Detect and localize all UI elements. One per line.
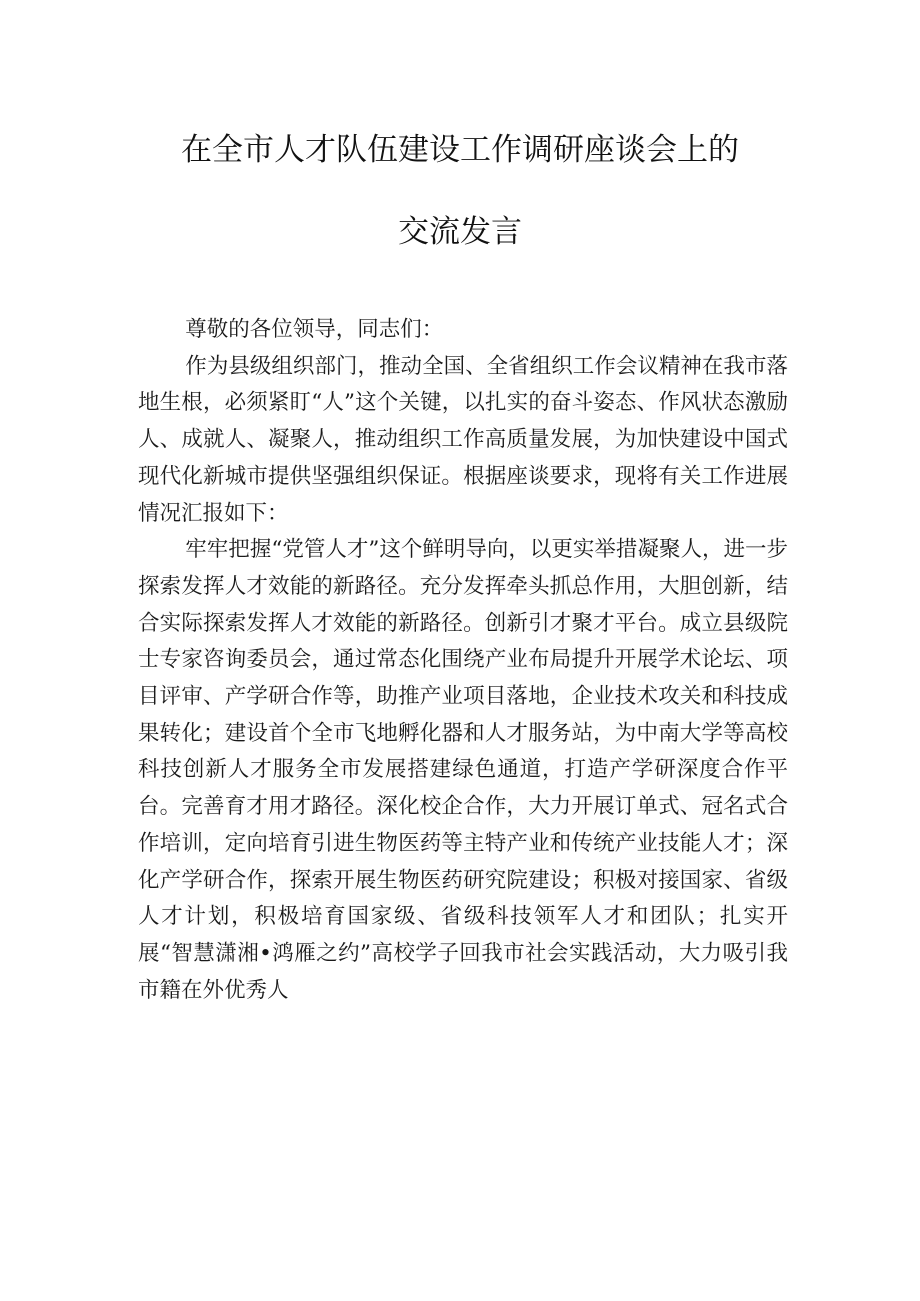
paragraph-talent: 牢牢把握“党管人才”这个鲜明导向，以更实举措凝聚人，进一步探索发挥人才效能的新路径。充分发挥牵头抓总作用，大胆创新，结合实际探索发挥人才效能的新路径。创新引才聚才平台。成立县级院士专家咨询委员会，通过常态化围绕产业布局提升开展学术论坛、项目评审、产学研合作等，助推产业项目落地，企业技术攻关和科技成果转化；建设首个全市飞地孵化器和人才服务站，为中南大学等高校科技创新人才服务全市发展搭建绿色通道，打造产学研深度合作平台。完善育才用才路径。深化校企合作，大力开展订单式、冠名式合作培训，定向培育引进生物医药等主特产业和传统产业技能人才；深化产学研合作，探索开展生物医药研究院建设；积极对接国家、省级人才计划，积极培育国家级、省级科技领军人才和团队；扎实开展“智慧潇湘•鸿雁之约”高校学子回我市社会实践活动，大力吸引我市籍在外优秀人 (138, 537, 788, 1003)
paragraph-intro: 作为县级组织部门，推动全国、全省组织工作会议精神在我市落地生根，必须紧盯“人”这个关键，以扎实的奋斗姿态、作风状态激励人、成就人、凝聚人，推动组织工作高质量发展，为加快建设中国式现代化新城市提供坚强组织保证。根据座谈要求，现将有关工作进展情况汇报如下： (138, 353, 788, 526)
document-title-line-2: 交流发言 (398, 214, 522, 250)
document-title-line-1: 在全市人才队伍建设工作调研座谈会上的 (181, 132, 739, 168)
document-body (138, 312, 788, 1009)
salutation: 尊敬的各位领导，同志们： (185, 317, 444, 342)
